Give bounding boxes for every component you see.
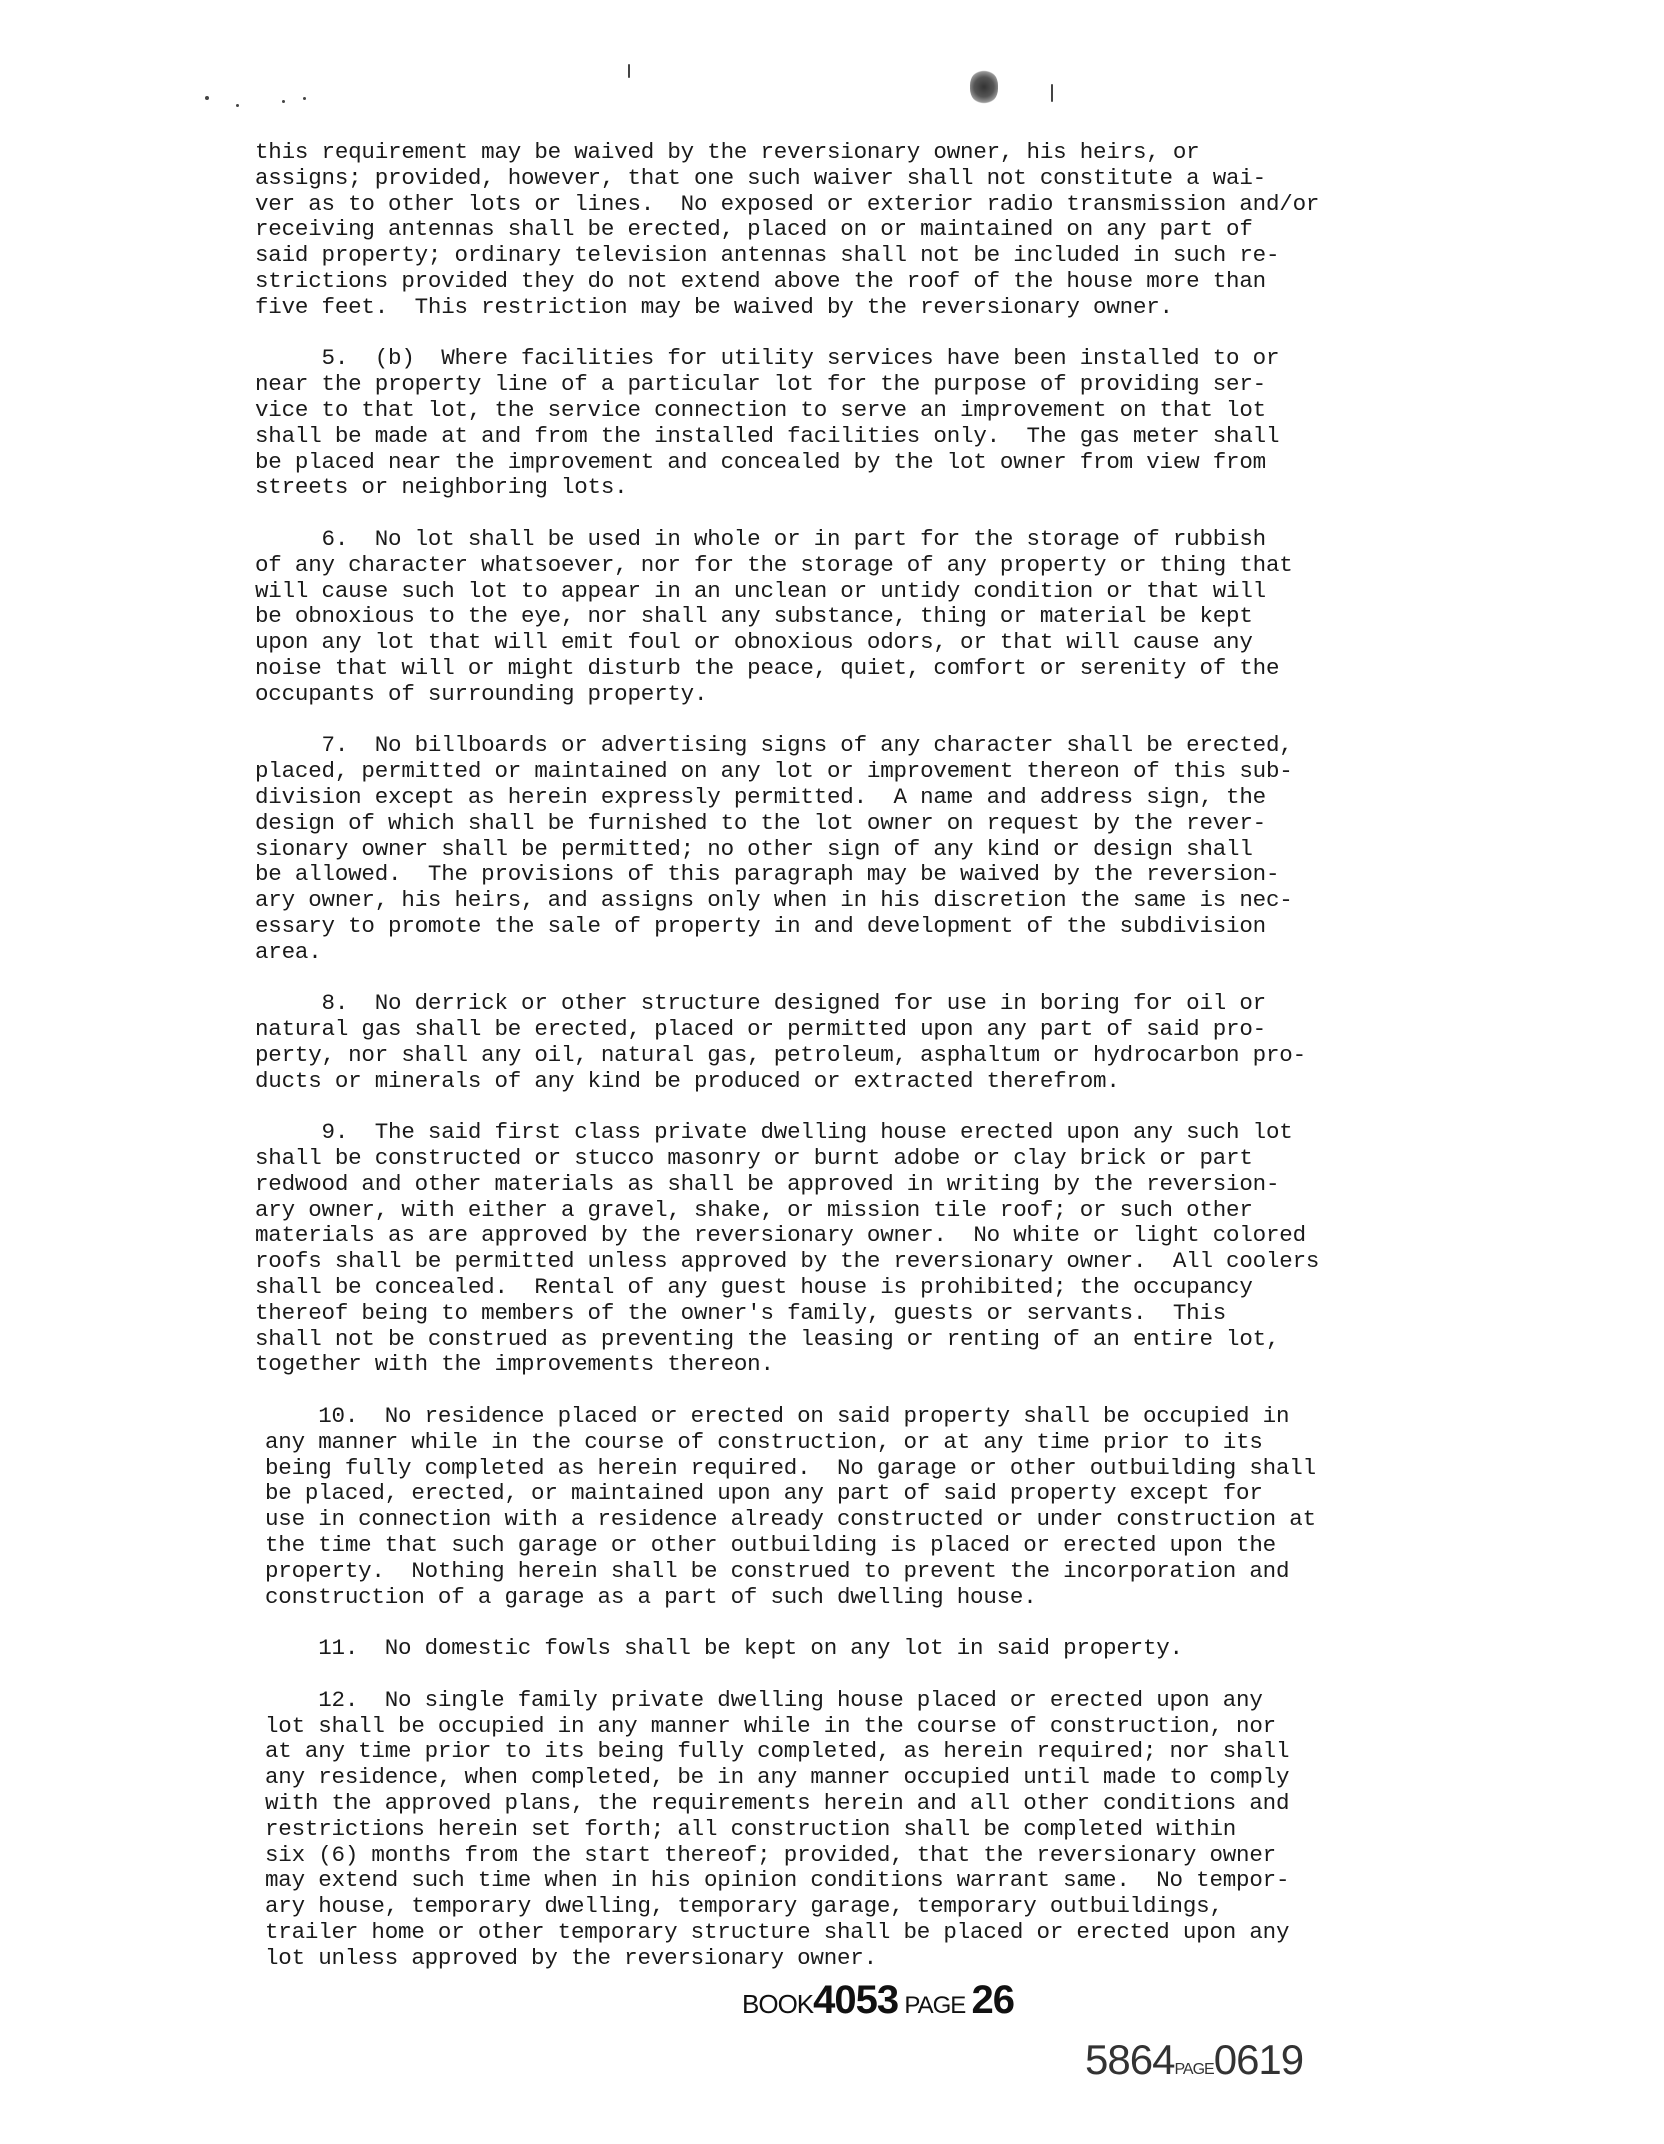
document-body	[255, 140, 1385, 1997]
paragraph-p6	[255, 527, 1385, 708]
text-line: said property; ordinary television antennas shall not be included in such re-	[255, 242, 1280, 269]
text-line: together with the improvements thereon.	[255, 1351, 774, 1378]
text-line: occupants of surrounding property.	[255, 680, 708, 707]
text-line: roofs shall be permitted unless approved by the reversionary owner. All coolers	[255, 1248, 1320, 1275]
paragraph-p9	[255, 1120, 1385, 1378]
text-line: 7. No billboards or advertising signs of any character shall be erected,	[255, 732, 1293, 759]
speck	[1051, 84, 1053, 102]
text-line: construction of a garage as a part of such dwelling house.	[265, 1583, 1037, 1610]
text-line: placed, permitted or maintained on any lot or improvement thereon of this sub-	[255, 758, 1293, 785]
text-line: 5. (b) Where facilities for utility services have been installed to or	[255, 345, 1280, 372]
text-line: upon any lot that will emit foul or obnoxious odors, or that will cause any	[255, 629, 1253, 656]
paragraph-p12	[265, 1688, 1385, 1972]
paragraph-p8	[255, 991, 1385, 1094]
paragraph-p11	[265, 1636, 1385, 1662]
text-line: area.	[255, 938, 322, 965]
text-line: being fully completed as herein required. No garage or other outbuilding shall	[265, 1454, 1316, 1481]
text-line: six (6) months from the start thereof; provided, that the reversionary owner	[265, 1841, 1276, 1868]
text-line: vice to that lot, the service connection to serve an improvement on that lot	[255, 396, 1266, 423]
text-line: be placed near the improvement and concealed by the lot owner from view from	[255, 448, 1266, 475]
text-line: 11. No domestic fowls shall be kept on any lot in said property.	[265, 1635, 1183, 1662]
text-line: shall be constructed or stucco masonry or burnt adobe or clay brick or part	[255, 1145, 1253, 1172]
text-line: receiving antennas shall be erected, placed on or maintained on any part of	[255, 216, 1253, 243]
text-line: essary to promote the sale of property in and development of the subdivision	[255, 912, 1266, 939]
text-line: perty, nor shall any oil, natural gas, petroleum, asphaltum or hydrocarbon pro-	[255, 1041, 1306, 1068]
paragraph-p5b	[255, 346, 1385, 501]
text-line: be allowed. The provisions of this paragraph may be waived by the reversion-	[255, 861, 1280, 888]
text-line: this requirement may be waived by the reversionary owner, his heirs, or	[255, 139, 1200, 165]
paragraph-p7	[255, 733, 1385, 965]
text-line: trailer home or other temporary structure shall be placed or erected upon any	[265, 1918, 1290, 1945]
text-line: be obnoxious to the eye, nor shall any substance, thing or material be kept	[255, 603, 1253, 630]
text-line: natural gas shall be erected, placed or permitted upon any part of said pro-	[255, 1016, 1266, 1043]
recording-stamp	[1085, 2036, 1303, 2084]
ink-blot-mark	[970, 70, 998, 104]
text-line: will cause such lot to appear in an unclean or untidy condition or that will	[255, 577, 1266, 604]
book-number: 4053	[813, 1978, 899, 2022]
text-line: redwood and other materials as shall be approved in writing by the reversion-	[255, 1170, 1280, 1197]
text-line: may extend such time when in his opinion conditions warrant same. No tempor-	[265, 1867, 1290, 1894]
text-line: with the approved plans, the requirements herein and all other conditions and	[265, 1790, 1290, 1816]
text-line: use in connection with a residence already constructed or under construction at	[265, 1506, 1316, 1533]
page-label: PAGE	[904, 1992, 966, 2019]
text-line: 12. No single family private dwelling house placed or erected upon any	[265, 1686, 1263, 1713]
text-line: any residence, when completed, be in any manner occupied until made to comply	[265, 1764, 1290, 1791]
text-line: shall not be construed as preventing the leasing or renting of an entire lot,	[255, 1325, 1280, 1352]
paragraph-p10	[265, 1404, 1385, 1610]
page-number: 26	[971, 1978, 1015, 2022]
text-line: five feet. This restriction may be waived by the reversionary owner.	[255, 293, 1173, 320]
text-line: of any character whatsoever, nor for the storage of any property or thing that	[255, 551, 1293, 578]
text-line: noise that will or might disturb the peace, quiet, comfort or serenity of the	[255, 654, 1280, 681]
text-line: thereof being to members of the owner's family, guests or servants. This	[255, 1299, 1227, 1326]
text-line: shall be made at and from the installed facilities only. The gas meter shall	[255, 422, 1280, 449]
text-line: 6. No lot shall be used in whole or in part for the storage of rubbish	[255, 525, 1266, 552]
text-line: near the property line of a particular lot for the purpose of providing ser-	[255, 371, 1266, 398]
text-line: ducts or minerals of any kind be produced or extracted therefrom.	[255, 1067, 1120, 1094]
text-line: sionary owner shall be permitted; no other sign of any kind or design shall	[255, 835, 1253, 862]
speck	[282, 100, 285, 103]
text-line: shall be concealed. Rental of any guest house is prohibited; the occupancy	[255, 1274, 1253, 1301]
text-line: streets or neighboring lots.	[255, 474, 628, 501]
text-line: division except as herein expressly permitted. A name and address sign, the	[255, 783, 1266, 810]
stamp-page-number: 0619	[1213, 2036, 1304, 2083]
text-line: materials as are approved by the reversionary owner. No white or light colored	[255, 1222, 1306, 1249]
text-line: ver as to other lots or lines. No exposed or exterior radio transmission and/or	[255, 190, 1320, 217]
book-label: BOOK	[742, 1989, 814, 2019]
text-line: 9. The said first class private dwelling house erected upon any such lot	[255, 1119, 1293, 1146]
book-page-reference	[742, 1978, 1014, 2023]
text-line: be placed, erected, or maintained upon any part of said property except for	[265, 1480, 1263, 1507]
paragraph-cont	[255, 140, 1385, 321]
text-line: restrictions herein set forth; all construction shall be completed within	[265, 1815, 1237, 1842]
text-line: property. Nothing herein shall be construed to prevent the incorporation and	[265, 1557, 1290, 1584]
text-line: strictions provided they do not extend above the roof of the house more than	[255, 267, 1266, 294]
speck	[303, 97, 306, 100]
text-line: the time that such garage or other outbuilding is placed or erected upon the	[265, 1532, 1276, 1559]
text-line: ary owner, his heirs, and assigns only when in his discretion the same is nec-	[255, 887, 1293, 914]
text-line: design of which shall be furnished to the lot owner on request by the rever-	[255, 809, 1266, 836]
text-line: lot unless approved by the reversionary owner.	[265, 1944, 877, 1971]
speck	[236, 104, 239, 107]
stamp-number: 5864	[1085, 2036, 1175, 2083]
text-line: lot shall be occupied in any manner while in the course of construction, nor	[265, 1712, 1276, 1739]
text-line: 8. No derrick or other structure designed for use in boring for oil or	[255, 990, 1266, 1017]
text-line: at any time prior to its being fully completed, as herein required; nor shall	[265, 1738, 1290, 1765]
text-line: ary house, temporary dwelling, temporary garage, temporary outbuildings,	[265, 1893, 1223, 1920]
speck	[205, 96, 209, 100]
text-line: ary owner, with either a gravel, shake, or mission tile roof; or such other	[255, 1196, 1253, 1223]
text-line: 10. No residence placed or erected on said property shall be occupied in	[265, 1403, 1290, 1430]
speck	[628, 64, 630, 78]
text-line: any manner while in the course of construction, or at any time prior to its	[265, 1428, 1263, 1455]
stamp-page-label: PAGE	[1174, 2061, 1214, 2078]
text-line: assigns; provided, however, that one such waiver shall not constitute a wai-	[255, 164, 1266, 191]
